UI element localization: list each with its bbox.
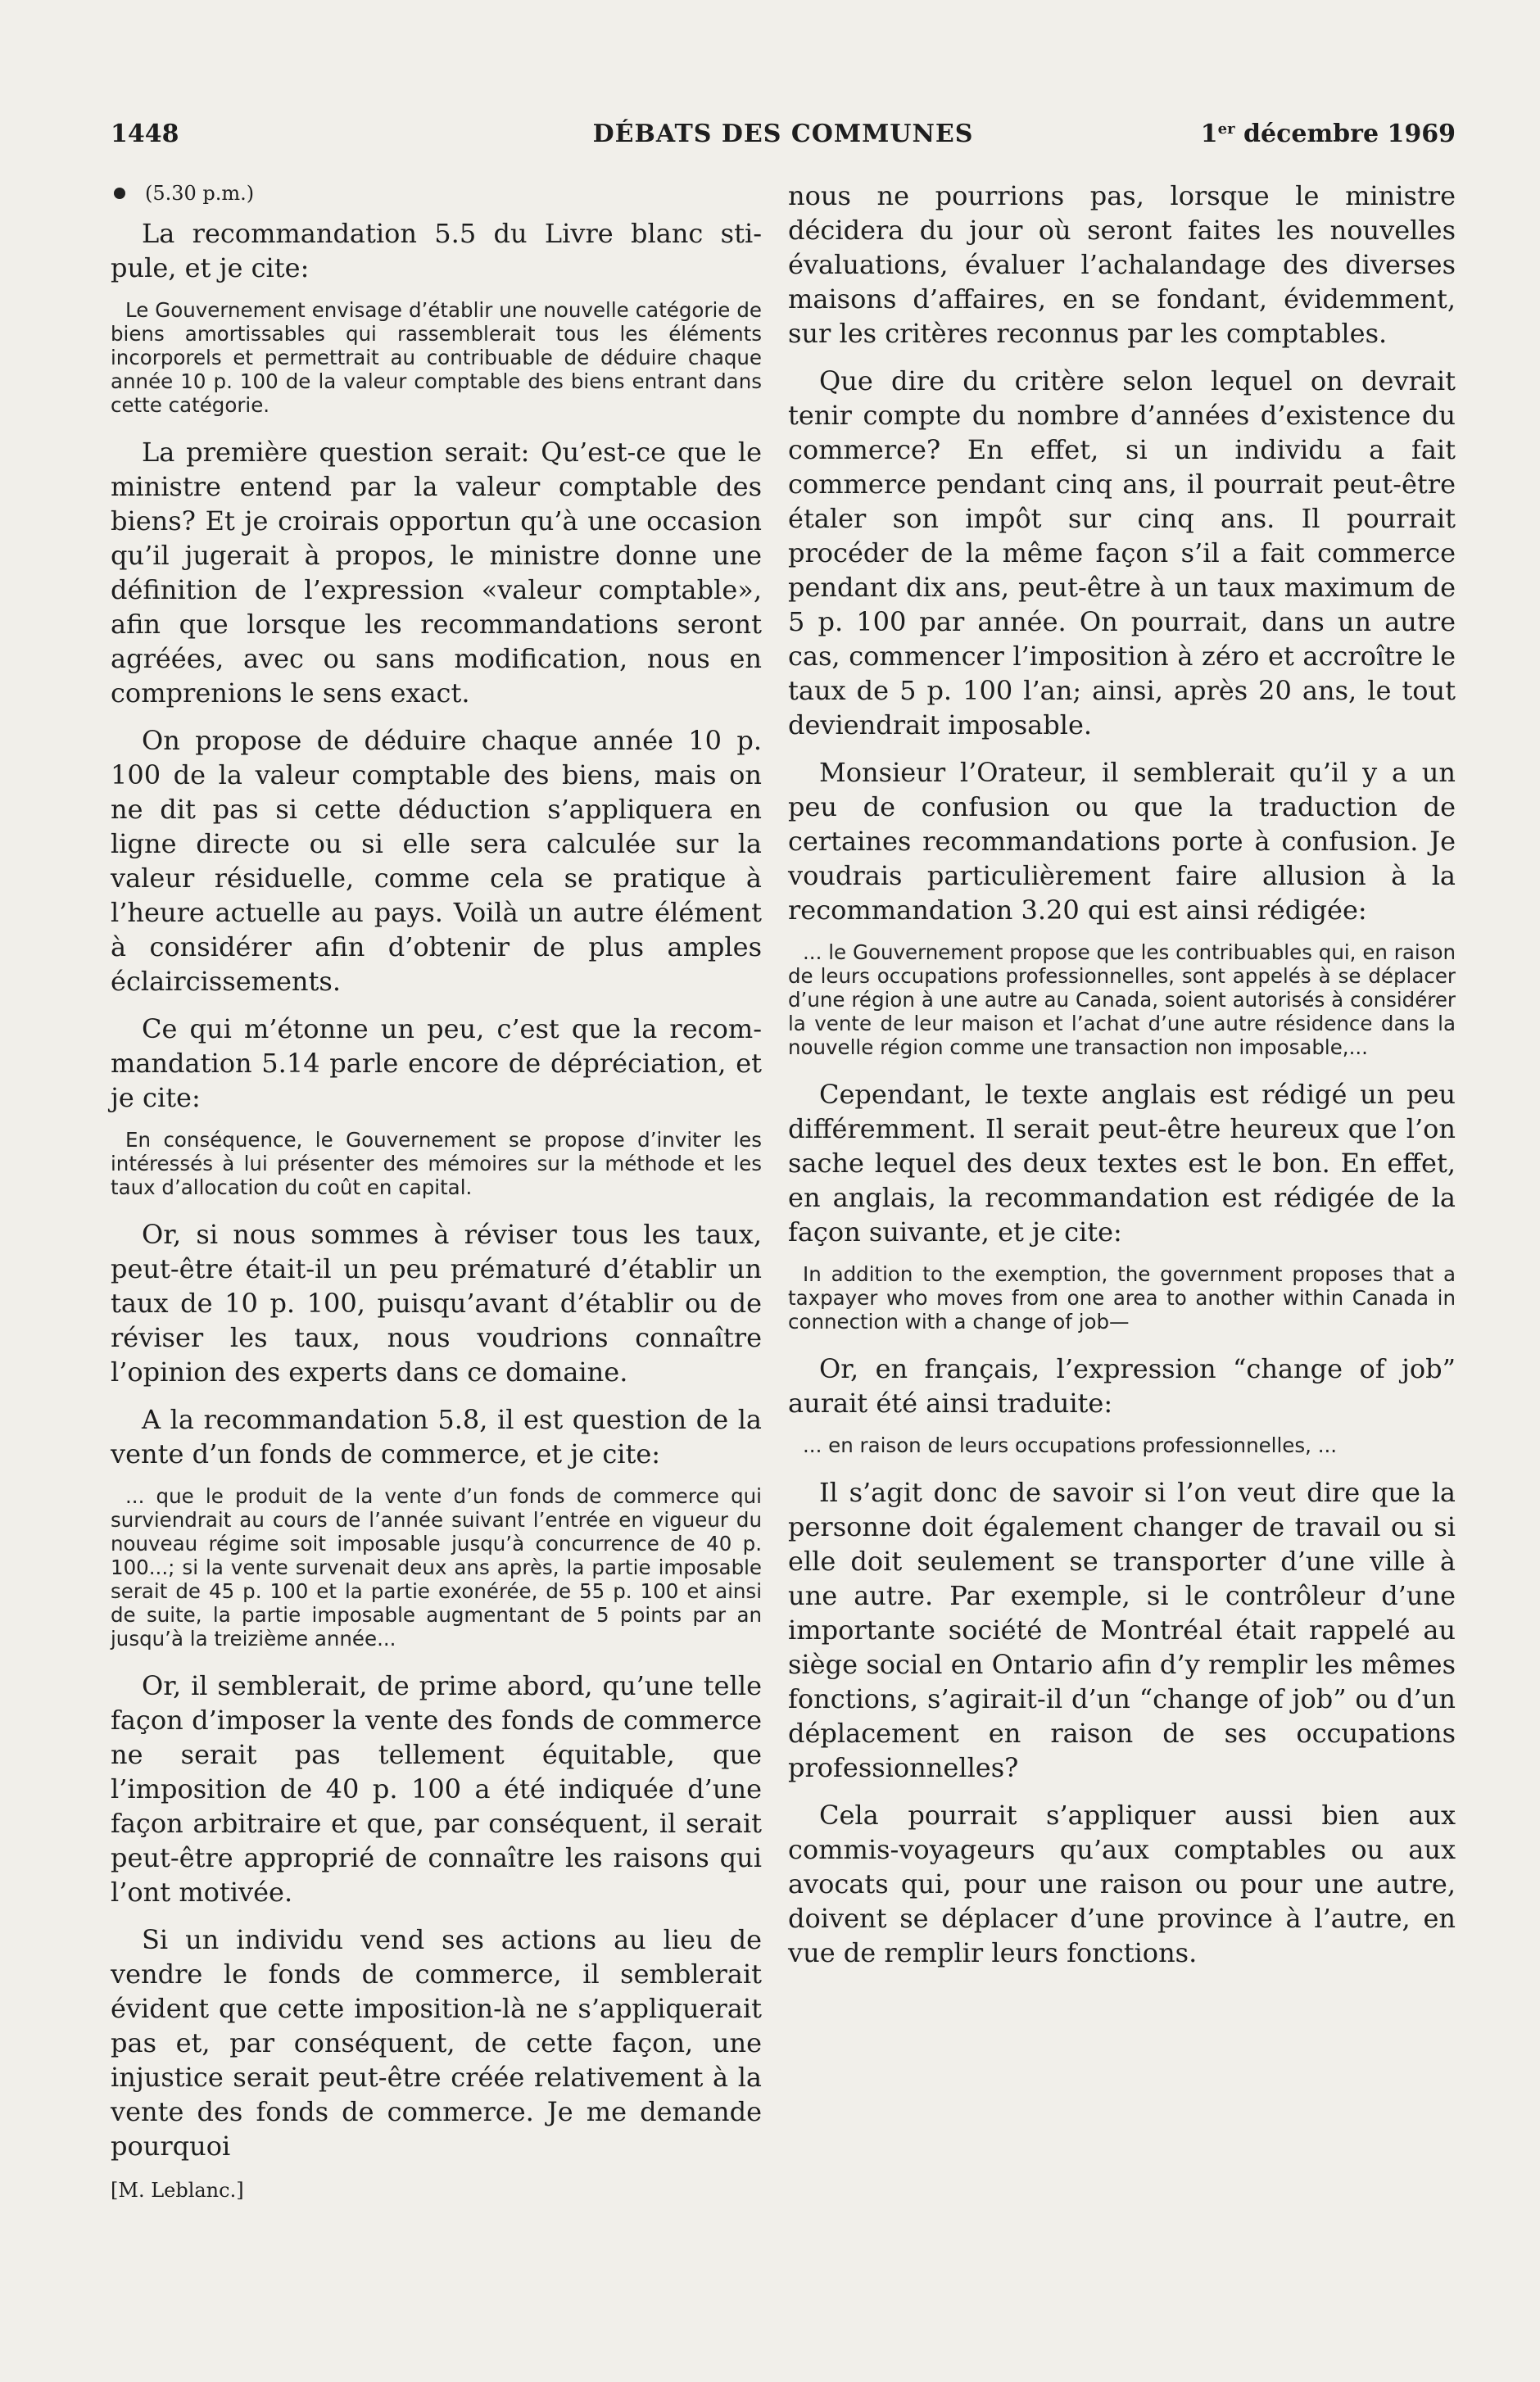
paragraph: Or, en français, l’expression “change of job” aurait été ainsi traduite: — [788, 1353, 1456, 1419]
paragraph: Cela pourrait s’appliquer aussi bien aux commis-voyageurs qu’aux comptables ou aux avocats qui, pour une raison ou pour une autre, doivent se déplacer d’une province à l’autre, en vue de remplir leurs fonctions. — [788, 1800, 1456, 1968]
paragraph: Si un individu vend ses actions au lieu de vendre le fonds de commerce, il semblerait évident que cette imposition-là ne s’appliquerait pas et, par conséquent, de cette façon, une injustice serait peut-être créée relativement à la vente des fonds de commerce. Je me demande pourquoi — [111, 1924, 762, 2162]
paragraph: La première question serait: Qu’est-ce que le ministre entend par la valeur comptable des biens? Et je croirais opportun qu’à une occasion qu’il jugerait à propos, le ministre donne une définition de l’expression «valeur comptable», afin que lorsque les recommandations seront agréées, avec ou sans modification, nous en comprenions le sens exact. — [111, 437, 762, 709]
quotation: Le Gouvernement envisage d’établir une nouvelle catégorie de biens amortissables qui rassemblerait tous les éléments incorporels et permettrait au contribuable de déduire chaque année 10 p. 100 de la valeur comptable des biens entrant dans cette catégorie. — [111, 298, 762, 417]
timestamp-text: (5.30 p.m.) — [145, 182, 255, 205]
paragraph: Or, si nous sommes à réviser tous les taux, peut-être était-il un peu prématuré d’établir un taux de 10 p. 100, puisqu’avant d’établir ou de réviser les taux, nous voudrions connaître l’opinion des experts dans ce domaine. — [111, 1219, 762, 1388]
date-day: 1 — [1200, 120, 1218, 148]
paragraph: Or, il semblerait, de prime abord, qu’une telle façon d’imposer la vente des fonds de commerce ne serait pas tellement équitable, que l’imposition de 40 p. 100 a été indiquée d’une façon arbitraire et que, par conséquent, il serait peut-être approprié de connaître les raisons qui l’ont motivée. — [111, 1670, 762, 1908]
speaker-attribution: [M. Leblanc.] — [111, 2179, 244, 2202]
paragraph: Il s’agit donc de savoir si l’on veut dire que la personne doit également changer de travail ou si elle doit seulement se transporter d’une ville à une autre. Par exemple, si le contrôleur d’une importante société de Montréal était rappelé au siège social en Ontario afin d’y remplir les mêmes fonctions, s’agirait-il d’un “change of job” ou d’un déplacement en raison de ses occupations professionnelles? — [788, 1477, 1456, 1783]
left-column — [111, 179, 762, 2204]
paragraph: nous ne pourrions pas, lorsque le ministre décidera du jour où seront faites les nouvelles évaluations, évaluer l’achalandage des diverses maisons d’affaires, en se fondant, évidemment, sur les critères reconnus par les comptables. — [788, 180, 1456, 349]
paragraph: On propose de déduire chaque année 10 p. 100 de la valeur comptable des biens, mais on ne dit pas si cette déduction s’appliquera en ligne directe ou si elle sera calculée sur la valeur résiduelle, comme cela se pratique à l’heure actuelle au pays. Voilà un autre élément à considérer afin d’obtenir de plus amples éclaircissements. — [111, 725, 762, 997]
paragraph: Ce qui m’étonne un peu, c’est que la recommandation 5.14 parle encore de dépréciation, et je cite: — [111, 1013, 762, 1113]
quotation-english: In addition to the exemption, the government proposes that a taxpayer who moves from one area to another within Canada in connection with a change of job— — [788, 1262, 1456, 1334]
timestamp-marker — [111, 179, 762, 208]
paragraph: Monsieur l’Orateur, il semblerait qu’il y a un peu de confusion ou que la traduction de certaines recommandations porte à confusion. Je voudrais particulièrement faire allusion à la recommandation 3.20 qui est ainsi rédigée: — [788, 757, 1456, 926]
paragraph: Cependant, le texte anglais est rédigé un peu différemment. Il serait peut-être heureux que l’on sache lequel des deux textes est le bon. En effet, en anglais, la recommandation est rédigée de la façon suivante, et je cite: — [788, 1079, 1456, 1248]
page-date — [1201, 116, 1456, 152]
right-column — [788, 179, 1456, 1983]
publication-title: DÉBATS DES COMMUNES — [592, 120, 974, 148]
bullet-icon — [114, 188, 125, 199]
paragraph: A la recommandation 5.8, il est question de la vente d’un fonds de commerce, et je cite: — [111, 1404, 762, 1470]
quotation: ... le Gouvernement propose que les contribuables qui, en raison de leurs occupations professionnelles, sont appelés à se déplacer d’une région à une autre au Canada, soient autorisés à considérer la vente de leur maison et l’achat d’une autre résidence dans la nouvelle région comme une transaction non imposable,... — [788, 940, 1456, 1059]
date-ordinal: er — [1217, 120, 1235, 138]
quotation: ... que le produit de la vente d’un fonds de commerce qui surviendrait au cours de l’année suivant l’entrée en vigueur du nouveau régime soit imposable jusqu’à concurrence de 40 p. 100...; si la vente survenait deux ans après, la partie imposable serait de 45 p. 100 et la partie exonérée, de 55 p. 100 et ainsi de suite, la partie imposable augmentant de 5 points par an jusqu’à la treizième année... — [111, 1484, 762, 1651]
page-number: 1448 — [111, 120, 179, 148]
quotation: En conséquence, le Gouvernement se propose d’inviter les intéressés à lui présenter des mémoires sur la méthode et les taux d’allocation du coût en capital. — [111, 1128, 762, 1199]
paragraph: La recommandation 5.5 du Livre blanc stipule, et je cite: — [111, 218, 762, 283]
date-month-year: décembre 1969 — [1234, 120, 1456, 148]
quotation: ... en raison de leurs occupations professionnelles, ... — [803, 1433, 1338, 1457]
running-header — [111, 116, 1456, 152]
paragraph: Que dire du critère selon lequel on devrait tenir compte du nombre d’années d’existence du commerce? En effet, si un individu a fait commerce pendant cinq ans, il pourrait peut-être étaler son impôt sur cinq ans. Il pourrait procéder de la même façon s’il a fait commerce pendant dix ans, peut-être à un taux maximum de 5 p. 100 par année. On pourrait, dans un autre cas, commencer l’imposition à zéro et accroître le taux de 5 p. 100 l’an; ainsi, après 20 ans, le tout deviendrait imposable. — [788, 365, 1456, 740]
